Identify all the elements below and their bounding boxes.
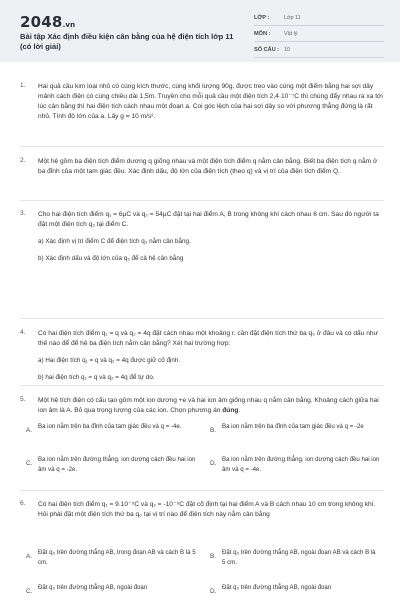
- meta-label-count: SỐ CÂU :: [254, 47, 280, 53]
- site-logo[interactable]: [20, 13, 75, 31]
- option-letter: A.: [26, 427, 33, 434]
- meta-value-count: 10: [284, 47, 290, 53]
- question-text: [38, 396, 384, 416]
- question-number: 6.: [20, 500, 26, 507]
- option-text: Ba ion nằm trên ba đỉnh của tam giác đều và q = -4e.: [38, 423, 182, 430]
- divider: [20, 146, 384, 147]
- question-stem: Cho hai điện tích điểm q₁ = 6μC và q₂ = 54μC đặt tại hai điểm A, B trong không khí cách nhau 6 cm. Sau đó người ta đặt một điện tích q₃ tại điểm C.: [38, 211, 379, 228]
- option-text: Ba ion nằm trên đường thẳng, ion dương cách đều hai ion âm và q = -4e.: [222, 456, 380, 473]
- question-stem-end: .: [238, 407, 241, 414]
- option-text: Đặt q₀ trên đường thẳng AB, ngoài đoạn AB và cách B là 5 cm.: [222, 549, 376, 566]
- option-letter: C.: [26, 460, 33, 467]
- document-title: Bài tập Xác định điều kiện cân bằng của hệ điện tích lớp 11 (có lời giải): [20, 32, 234, 51]
- option-letter: B.: [210, 553, 217, 560]
- question-stem: Có hai điện tích điểm q₁ = q và q₂ = 4q đặt cách nhau một khoảng r. cần đặt điện tích thứ ba q₀ ở đâu và có dấu như thế nào để để hệ ba điện tích nằm cân bằng? Xét hai trường hợp:: [38, 330, 378, 347]
- question-emphasis: đúng: [222, 407, 239, 414]
- question-stem: Một hệ tích điện có cấu tạo gồm một ion dương +e và hai ion âm giống nhau q nằm cân bằng. Khoảng cách giữa hai ion âm là A. Bỏ qua trọng lượng của các ion. Chọn phương án: [38, 397, 379, 414]
- option-text: Ba ion nằm trên ba đỉnh của tam giác đều và q = -2e: [222, 423, 364, 430]
- option-letter: D.: [210, 460, 217, 467]
- question-number: 1.: [20, 82, 26, 89]
- option-text: Đặt q₀ trên đường thẳng AB, ngoài đoạn: [38, 584, 148, 591]
- page-header: [0, 0, 400, 62]
- meta-label-class: LỚP :: [254, 15, 270, 21]
- option-letter: C.: [26, 588, 33, 595]
- option-letter: A.: [26, 553, 33, 560]
- option-text: Đặt q₀ trên đường thẳng AB, ngoài đoạn: [222, 584, 332, 591]
- option-text: Ba ion nằm trên đường thẳng, ion dương cách đều hai ion âm và q = -2e.: [38, 456, 196, 473]
- question-text: Có hai điện tích điểm q₁ = 9.10⁻⁹C và q₂ = -10⁻⁹C đặt cố định tại hai điểm A và B cách nhau 10 cm trong không khí. Hỏi phải đặt một điện tích thứ ba q₀ tại vị trí nào để điện tích này nằm cân bằng: [38, 501, 376, 518]
- question-list: [0, 62, 400, 600]
- sub-question-b: b) Xác định dấu và độ lớn của q₃ để cả hệ cân bằng: [38, 255, 184, 262]
- option-letter: B.: [210, 427, 217, 434]
- question-number: 4.: [20, 329, 26, 336]
- logo-text: 2048: [20, 13, 63, 31]
- meta-label-subject: MÔN :: [254, 31, 271, 37]
- sub-question-a: a) Xác định vị trí điểm C để điện tích q₃ nằm cân bằng.: [38, 238, 191, 245]
- question-text: [38, 210, 384, 264]
- question-text: Một hệ gồm ba điện tích điểm dương q giống nhau và một điện tích điểm q nằm cân bằng. Biết ba điện tích q nằm ở ba đỉnh của một tam giác đều. Xác định dấu, độ lớn của điện tích (theo q) và vị trí của điện tích điểm Q.: [38, 158, 378, 175]
- divider: [20, 200, 384, 201]
- meta-row-class: [254, 10, 384, 26]
- divider: [20, 318, 384, 319]
- sub-question-b: b) hai điện tích q₁ = q và q₂ = 4q để tự do.: [38, 374, 155, 381]
- meta-row-subject: [254, 26, 384, 42]
- meta-info: [254, 10, 384, 58]
- question-text: [38, 329, 384, 383]
- sub-question-a: a) Hai điện tích q₁ = q và q₂ = 4q được giữ cố định.: [38, 357, 181, 364]
- meta-value-class: Lớp 11: [284, 15, 301, 21]
- divider: [20, 490, 384, 491]
- question-number: 5.: [20, 396, 26, 403]
- divider: [20, 385, 384, 386]
- question-number: 3.: [20, 210, 26, 217]
- option-text: Đặt q₀ trên đường thẳng AB, trong đoạn AB và cách B là 5 cm.: [38, 549, 196, 566]
- question-text: Hai quả cầu kim loại nhỏ có cùng kích thước, cùng khối lượng 90g, được treo vào cùng một điểm bằng hai sợi dây mảnh cách điện có cùng chiều dài 1,5m. Truyền cho mỗi quả cầu một điện tích 2,4·10⁻⁷C thì chúng đẩy nhau ra xa tới lúc cân bằng thì hai điện tích cách nhau một đoạn a. Coi góc lệch của hai sợi dây so với phương thẳng đứng là rất nhỏ. Tính độ lớn của a. Lấy g = 10 m/s².: [38, 83, 383, 120]
- meta-row-count: [254, 42, 384, 58]
- question-number: 2.: [20, 157, 26, 164]
- logo-suffix: .vn: [62, 21, 76, 29]
- option-letter: D.: [210, 588, 217, 595]
- meta-value-subject: Vật lý: [284, 31, 298, 37]
